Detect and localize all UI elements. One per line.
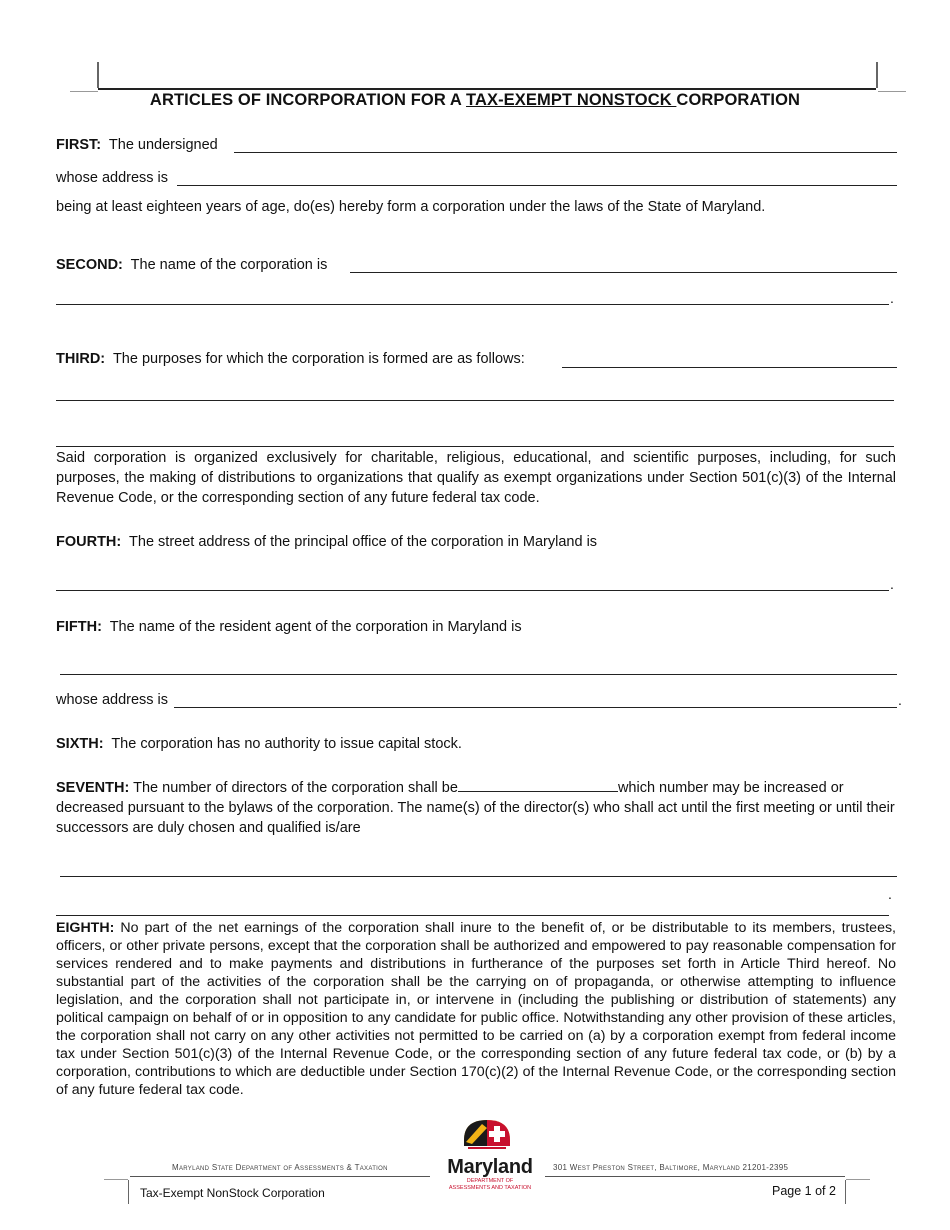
title-prefix: ARTICLES OF INCORPORATION FOR A	[149, 91, 467, 109]
footer-rule-right	[545, 1176, 845, 1177]
footer-form-name: Tax-Exempt NonStock Corporation	[140, 1186, 325, 1200]
second-line	[56, 255, 327, 275]
third-purpose-field-2[interactable]	[56, 400, 894, 401]
fifth-address-field[interactable]	[174, 707, 897, 708]
fourth-period: .	[890, 576, 894, 592]
footer-page-number: Page 1 of 2	[772, 1184, 836, 1198]
first-name-field[interactable]	[234, 152, 897, 153]
seventh-director-count-field[interactable]	[458, 777, 618, 792]
second-name-field-2[interactable]	[56, 304, 889, 305]
second-name-field[interactable]	[350, 272, 897, 273]
footer-address: 301 West Preston Street, Baltimore, Maryland 21201-2395	[553, 1163, 789, 1172]
title-underlined: TAX-EXEMPT NONSTOCK	[466, 91, 677, 109]
seventh-paragraph	[56, 777, 896, 838]
fifth-agent-name-field[interactable]	[60, 674, 897, 675]
title-suffix: CORPORATION	[676, 91, 801, 109]
third-statement: Said corporation is organized exclusively for charitable, religious, educational, and scientific purposes, including, for such purposes, the making of distributions to organizations that qualify as exempt organizations under Section 501(c)(3) of the Internal Revenue Code, or the corresponding section of any future federal tax code.	[56, 450, 896, 506]
seventh-directors-field-1[interactable]	[60, 876, 897, 877]
fifth-period: .	[898, 692, 902, 708]
header-rule	[98, 88, 876, 90]
third-line	[56, 349, 525, 369]
seventh-directors-field-2[interactable]	[56, 915, 889, 916]
seventh-text-before: The number of directors of the corporation shall be	[133, 780, 458, 796]
page-title	[0, 91, 950, 110]
fourth-line	[56, 532, 597, 552]
first-label: FIRST:	[56, 137, 102, 153]
eighth-label: EIGHTH:	[56, 920, 115, 936]
fifth-address-label: whose address is	[56, 692, 169, 708]
footer-crop-right	[845, 1180, 846, 1204]
fifth-line	[56, 617, 522, 637]
first-statement: being at least eighteen years of age, do(es) hereby form a corporation under the laws of the State of Maryland.	[56, 199, 766, 215]
logo-word: Maryland	[447, 1156, 533, 1178]
second-text: The name of the corporation is	[130, 257, 328, 273]
footer-crop-left	[128, 1180, 129, 1204]
maryland-flag-icon	[460, 1116, 514, 1158]
footer-agency: Maryland State Department of Assessments & Taxation	[172, 1163, 388, 1172]
second-label: SECOND:	[56, 257, 123, 273]
seventh-label: SEVENTH:	[56, 780, 130, 796]
first-line	[56, 135, 218, 155]
crop-mark-right-vertical	[876, 62, 878, 88]
footer-rule-left	[130, 1176, 430, 1177]
first-text: The undersigned	[108, 137, 218, 153]
fifth-label: FIFTH:	[56, 619, 102, 635]
seventh-period: .	[888, 886, 892, 902]
footer-crop-left-h	[104, 1179, 128, 1180]
second-period: .	[890, 290, 894, 306]
first-address-label: whose address is	[56, 170, 169, 186]
fourth-address-field[interactable]	[56, 590, 889, 591]
third-purpose-field-3[interactable]	[56, 446, 894, 447]
fourth-label: FOURTH:	[56, 534, 122, 550]
logo-sub-1: DEPARTMENT OF	[466, 1178, 514, 1184]
sixth-label: SIXTH:	[56, 736, 104, 752]
eighth-paragraph	[56, 919, 896, 1099]
eighth-text: No part of the net earnings of the corporation shall inure to the benefit of, or be distributable to its members, trustees, officers, or other private persons, except that the corporation shall be authorized and empowered to pay reasonable compensation for services rendered and to make payments and distributions in furtherance of the purposes set forth in Article Third hereof. No substantial part of the activities of the corporation shall be the carrying on of propaganda, or otherwise attempting to influence legislation, and the corporation shall not participate in, or intervene in (including the publishing or distribution of statements) any political campaign on behalf of or in opposition to any candidate for public office. Notwithstanding any other provision of these articles, the corporation shall not carry on any other activities not permitted to be carried on (a) by a corporation exempt from federal income tax under Section 501(c)(3) of the Internal Revenue Code, or the corresponding section of any future federal tax code, or (b) by a corporation, contributions to which are deductible under Section 170(c)(2) of the Internal Revenue Code, or the corresponding section of any future federal tax code.	[56, 920, 896, 1098]
crop-mark-left-vertical	[97, 62, 99, 88]
footer-crop-right-h	[846, 1179, 870, 1180]
third-text: The purposes for which the corporation is formed are as follows:	[112, 351, 525, 367]
seventh-text-after: which number may be increased or decreased pursuant to the bylaws of the corporation. The name(s) of the director(s) who shall act until the first meeting or until their successors are duly chosen and qualified is/are	[56, 780, 895, 836]
logo-sub-2: ASSESSMENTS AND TAXATION	[448, 1185, 532, 1191]
third-label: THIRD:	[56, 351, 106, 367]
first-address-field[interactable]	[177, 185, 897, 186]
fourth-text: The street address of the principal office of the corporation in Maryland is	[129, 534, 598, 550]
maryland-logo	[440, 1116, 540, 1196]
third-purpose-field-1[interactable]	[562, 367, 897, 368]
fifth-text: The name of the resident agent of the corporation in Maryland is	[109, 619, 522, 635]
sixth-line	[56, 734, 462, 754]
sixth-text: The corporation has no authority to issue capital stock.	[111, 736, 462, 752]
